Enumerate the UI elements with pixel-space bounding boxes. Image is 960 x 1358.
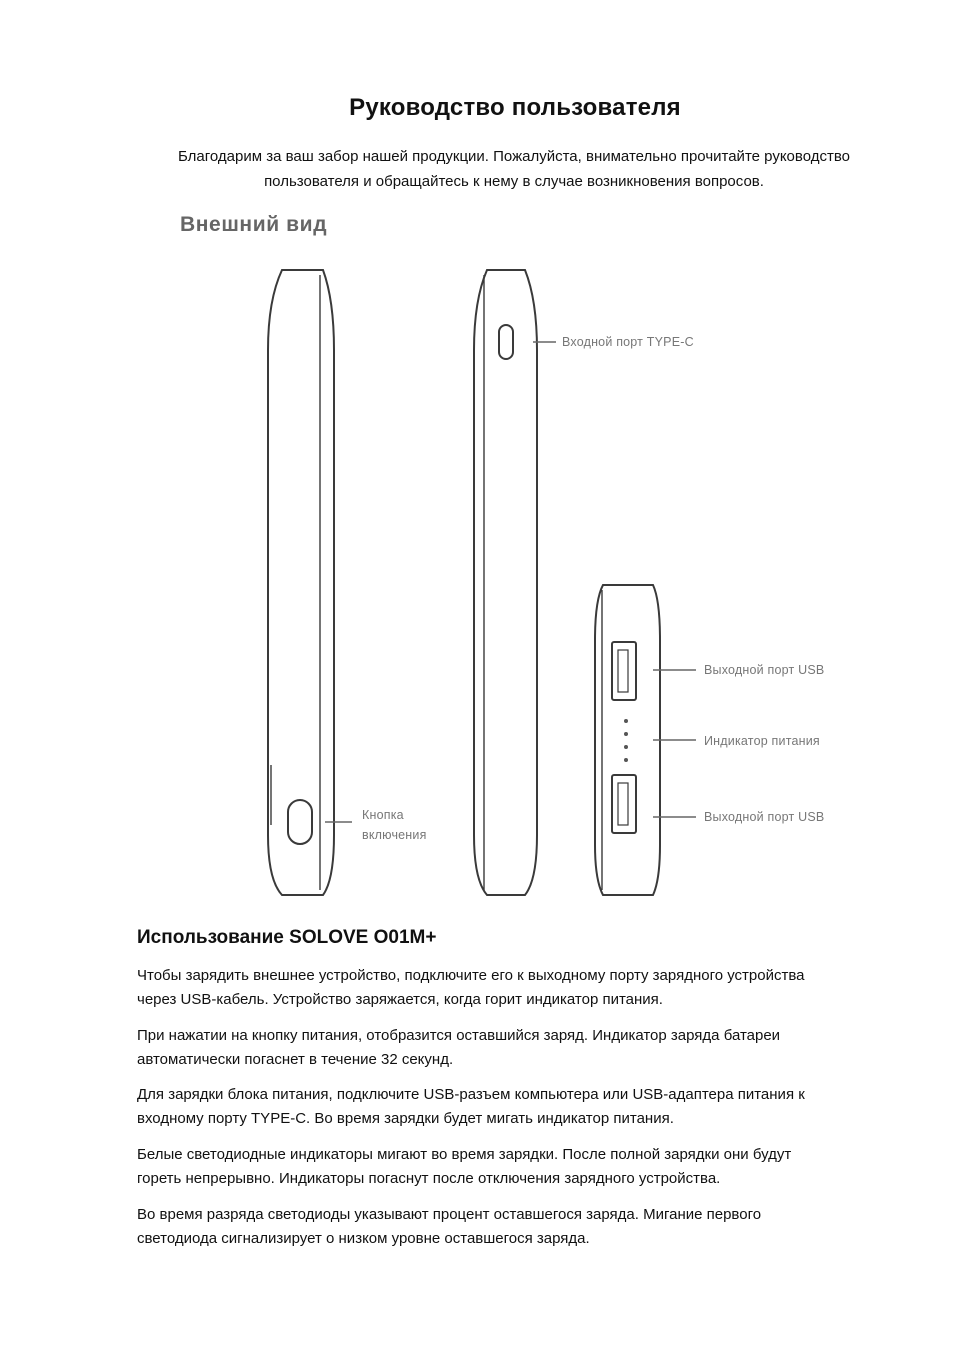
label-power-button: [362, 805, 427, 845]
usage-heading: Использование SOLOVE O01M+: [137, 927, 437, 948]
label-power-button-line-1: Кнопка: [362, 808, 404, 822]
usage-paragraph-1: [137, 964, 877, 1012]
led-1: [624, 719, 628, 723]
usb-port-top-shape: [612, 642, 636, 700]
paragraph-line: При нажатии на кнопку питания, отобразится оставшийся заряд. Индикатор заряда батареи: [137, 1027, 781, 1044]
paragraph-line: автоматически погаснет в течение 32 секунд.: [137, 1051, 454, 1068]
led-2: [624, 732, 628, 736]
intro-line-2: пользователя и обращайтесь к нему в случае возникновения вопросов.: [264, 173, 764, 190]
label-input-port: Входной порт TYPE-C: [562, 335, 694, 349]
paragraph-line: Во время разряда светодиоды указывают процент оставшегося заряда. Мигание первого: [137, 1206, 762, 1223]
label-power-indicator: Индикатор питания: [704, 734, 820, 748]
device-side-view-left: [268, 270, 334, 895]
figure-heading: Внешний вид: [180, 213, 328, 236]
indicator-leds: [624, 719, 628, 762]
usage-paragraph-4: [137, 1143, 877, 1191]
usage-paragraph-3: [137, 1083, 877, 1131]
paragraph-line: гореть непрерывно. Индикаторы погаснут после отключения зарядного устройства.: [137, 1170, 721, 1187]
led-3: [624, 745, 628, 749]
usage-paragraph-2: [137, 1024, 877, 1072]
paragraph-line: Белые светодиодные индикаторы мигают во время зарядки. После полной зарядки они будут: [137, 1146, 792, 1163]
paragraph-line: через USB-кабель. Устройство заряжается, когда горит индикатор питания.: [137, 991, 663, 1008]
intro-line-1: Благодарим за ваш забор нашей продукции. Пожалуйста, внимательно прочитайте руководство: [178, 148, 850, 165]
usb-port-bottom-shape: [612, 775, 636, 833]
usb-port-bottom-inner: [618, 783, 628, 825]
label-power-button-line-2: включения: [362, 828, 427, 842]
type-c-port-shape: [499, 325, 513, 359]
page-title: Руководство пользователя: [349, 94, 681, 121]
paragraph-line: Чтобы зарядить внешнее устройство, подключите его к выходному порту зарядного устройства: [137, 967, 805, 984]
usb-port-top-inner: [618, 650, 628, 692]
label-usb-out-top: Выходной порт USB: [704, 663, 825, 677]
paragraph-line: Для зарядки блока питания, подключите USB-разъем компьютера или USB-адаптера питания к: [137, 1086, 805, 1103]
label-usb-out-bottom: Выходной порт USB: [704, 810, 825, 824]
device-end-view: [595, 585, 660, 895]
paragraph-line: входному порту TYPE-C. Во время зарядки будет мигать индикатор питания.: [137, 1110, 674, 1127]
paragraph-line: светодиода сигнализирует о низком уровне оставшегося заряда.: [137, 1230, 590, 1247]
usage-paragraph-5: [137, 1203, 877, 1251]
power-button-shape: [288, 800, 312, 844]
led-4: [624, 758, 628, 762]
